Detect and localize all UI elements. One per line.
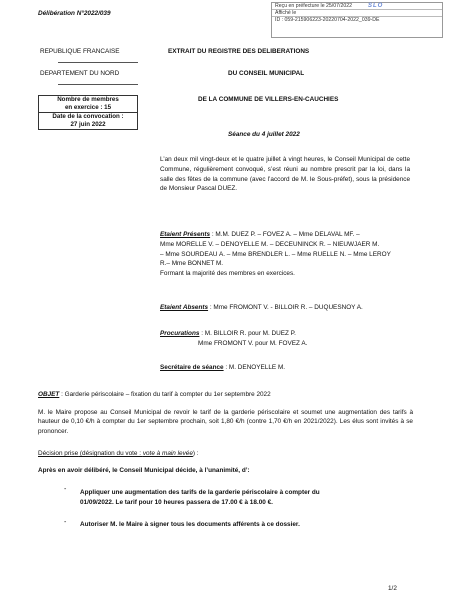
decision-line [38,450,199,459]
slo-logo: SLO [368,3,384,9]
decision-vote: vote à main levée [142,450,193,457]
absents-block [160,304,363,313]
session-date: Séance du 4 juillet 2022 [228,131,300,138]
procurations-label: Procurations [160,330,200,337]
council-title: DU CONSEIL MUNICIPAL [228,70,305,77]
proposal-paragraph: M. le Maire propose au Conseil Municipal de revoir le tarif de la garderie périscolaire et soumet une augmentation des tarifs à hauteur de 0,10 €/h à compter du 1er septembre prochain, soit 1,80 €/h (contre 1,70 €/h en 2021/2022). Les élus sont invités à se prononcer. [38,409,413,435]
bullet-dash: - [64,486,67,493]
members-info-box [38,95,138,130]
decision-item-2: Autoriser M. le Maire à signer tous les documents afférents à ce dossier. [80,521,300,528]
department-label: DEPARTEMENT DU NORD [40,70,120,77]
secretary-text: : M. DENOYELLE M. [223,364,286,371]
procurations-line1: : M. BILLOIR R. pour M. DUEZ P. [199,330,296,337]
decision-item-1-line2: 01/09/2022. Le tarif pour 10 heures passera de 17.00 € à 18.00 €. [80,498,273,506]
presents-line4: R.– Mme BONNET M. [160,260,224,268]
deliberation-number: Délibération N°2022/039 [38,10,111,17]
members-count: en exercice : 15 [64,104,112,111]
presents-label: Etaient Présents [160,231,211,238]
presents-line2: Mme MORELLE V. – DENOYELLE M. – DECEUNINCK R. – NIEUWJAER M. [160,240,380,248]
intro-paragraph: L’an deux mil vingt-deux et le quatre juillet à vingt heures, le Conseil Municipal de cette Commune, régulièrement convoqué, s’est réuni au nombre prescrit par la loi, dans la salle des fêtes de la commune (avec l’accord de M. le Sous-préfet), sous la présidence de Monsieur Pascal DUEZ. [160,156,410,193]
procurations-line2: Mme FROMONT V. pour M. FOVEZ A. [198,339,308,347]
absents-text: : Mme FROMONT V. - BILLOIR R. – DUQUESNOY A. [208,304,363,311]
stamp-received: Reçu en préfecture le 25/07/2022 [275,3,353,9]
divider [58,84,138,85]
decision-item-1-line1: Appliquer une augmentation des tarifs de la garderie périscolaire à compter du [80,489,320,496]
extract-title: EXTRAIT DU REGISTRE DES DELIBERATIONS [168,48,310,55]
convocation-label: Date de la convocation : [39,112,137,121]
secretary-block [160,364,285,373]
convocation-date: 27 juin 2022 [70,121,106,128]
secretary-label: Secrétaire de séance [160,364,224,371]
prefecture-stamp [271,2,443,38]
presents-majority: Formant la majorité des membres en exercices. [160,270,295,278]
decision-label: Décision prise [38,450,79,457]
objet-text: : Garderie périscolaire – fixation du tarif à compter du 1er septembre 2022 [59,391,271,398]
bullet-dash: - [64,519,67,526]
stamp-posted: Affiché le [272,9,442,16]
objet-label: OBJET [38,391,60,398]
presents-line3: – Mme SOURDEAU A. – Mme BRENDLER L. – Mme RUELLE N. – Mme LEROY [160,250,391,258]
after-deliberation: Après en avoir délibéré, le Conseil Municipal décide, à l’unanimité, d’: [38,467,250,474]
stamp-id: ID : 059-215906223-20220704-2022_039-DE [272,16,442,23]
divider [58,62,138,63]
objet-block [38,391,271,400]
absents-label: Etaient Absents [160,304,209,311]
page-number: 1/2 [388,585,397,592]
decision-item-1 [80,488,415,507]
republic-label: REPUBLIQUE FRANCAISE [40,48,120,55]
procurations-block [160,329,307,349]
members-label: Nombre de membres [57,96,119,103]
decision-prefix: (désignation du vote : [78,450,143,457]
presents-line1: : M.M. DUEZ P. – FOVEZ A. – Mme DELAVAL MF. – [210,231,360,238]
commune-title: DE LA COMMUNE DE VILLERS-EN-CAUCHIES [198,96,339,103]
decision-suffix: ) : [192,450,199,457]
presents-block [160,230,415,279]
